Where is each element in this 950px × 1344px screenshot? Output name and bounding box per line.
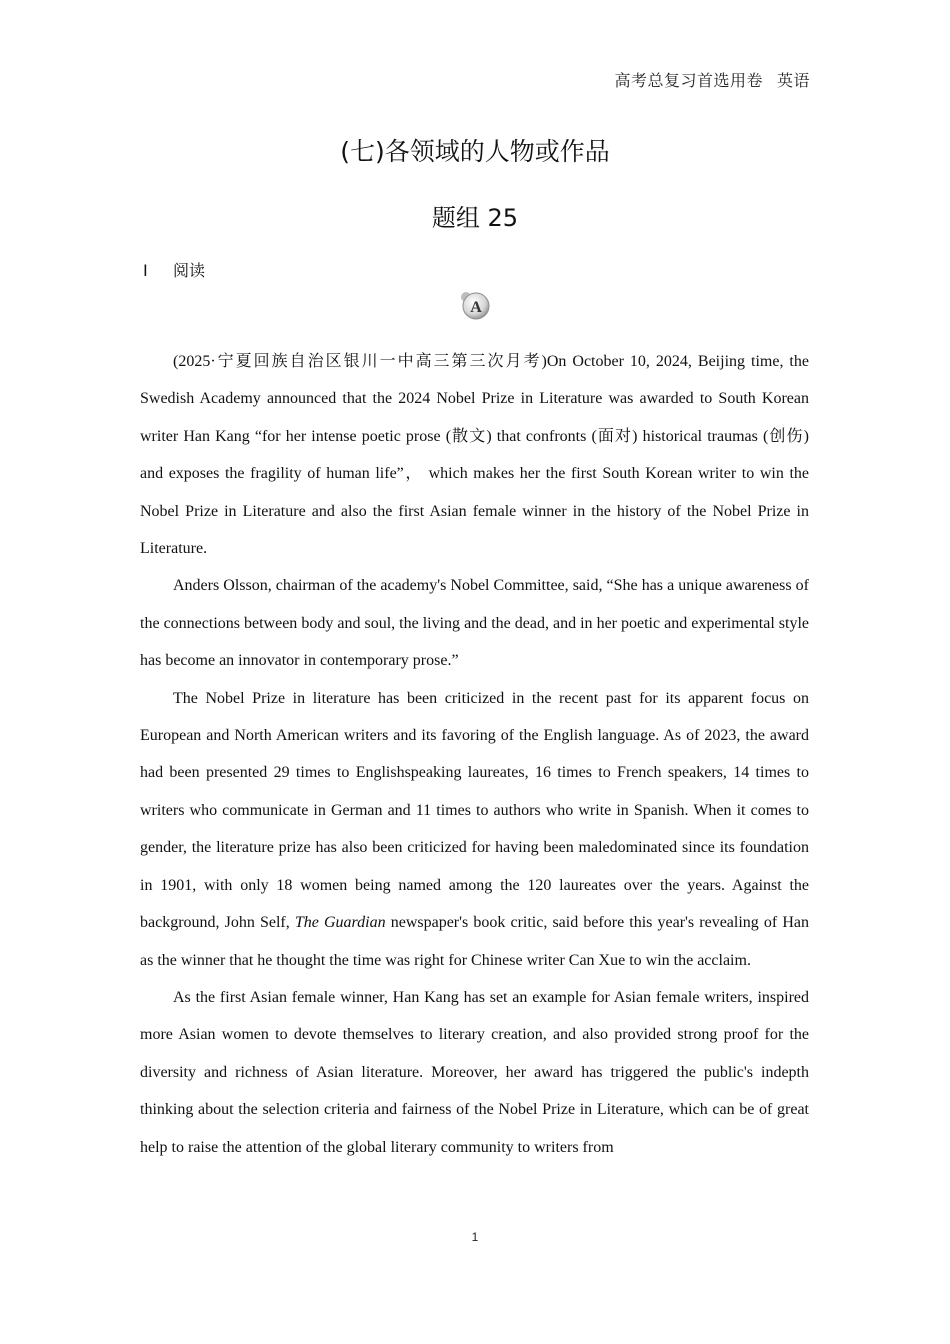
header-book-title: 高考总复习首选用卷 (614, 73, 763, 90)
reading-passage (140, 343, 809, 1166)
paragraph-1 (140, 343, 809, 567)
paragraph-3 (140, 680, 809, 979)
section-a-badge-icon (458, 289, 492, 323)
section-label: 阅读 (173, 261, 206, 280)
newspaper-title: The Guardian (294, 914, 386, 932)
paragraph-4: As the first Asian female winner, Han Kang has set an example for Asian female writers, inspired more Asian women to devote themselves to literary creation, and also provided strong proof for the diversity and richness of Asian literature. Moreover, her award has triggered the public's indepth thinking about the selection criteria and fairness of the Nobel Prize in Literature, which can be of great help to raise the attention of the global literary community to writers from (140, 988, 809, 1156)
passage-source: (2025·宁夏回族自治区银川一中高三第三次月考) (173, 353, 547, 370)
page-number: 1 (471, 1230, 479, 1244)
header-subject: 英语 (776, 73, 810, 90)
section-number: Ⅰ (143, 263, 148, 280)
paragraph-3-text-b: newspaper's book critic, said before this year's revealing of Han as the winner that he thought the time was right for Chinese writer Can Xue to win the acclaim. (140, 914, 809, 969)
chapter-title: (七)各领域的人物或作品 (340, 137, 610, 166)
paragraph-3-text-a: The Nobel Prize in literature has been criticized in the recent past for its apparent focus on European and North American writers and its favoring of the English language. As of 2023, the award had been presented 29 times to Englishspeaking laureates, 16 times to French speakers, 14 times to writers who communicate in German and 11 times to authors who write in Spanish. When it comes to gender, the literature prize has also been criticized for having been maledominated since its foundation in 1901, with only 18 women being named among the 120 laureates over the years. Against the background, John Self, (140, 689, 809, 932)
section-heading (143, 258, 205, 281)
paragraph-2: Anders Olsson, chairman of the academy's Nobel Committee, said, “She has a unique awareness of the connections between body and soul, the living and the dead, and in her poetic and experimental style has become an innovator in contemporary prose.” (140, 577, 809, 670)
badge-letter: A (470, 299, 482, 316)
group-title: 题组 25 (431, 204, 519, 232)
paragraph-1-text: On October 10, 2024, Beijing time, the Swedish Academy announced that the 2024 Nobel Prize in Literature was awarded to South Korean writer Han Kang “for her intense poetic prose (散文) that confronts (面对) historical traumas (创伤) and exposes the fragility of human life”， which makes her the first South Korean writer to win the Nobel Prize in Literature and also the first Asian female winner in the history of the Nobel Prize in Literature. (140, 353, 809, 558)
running-header (614, 68, 810, 91)
